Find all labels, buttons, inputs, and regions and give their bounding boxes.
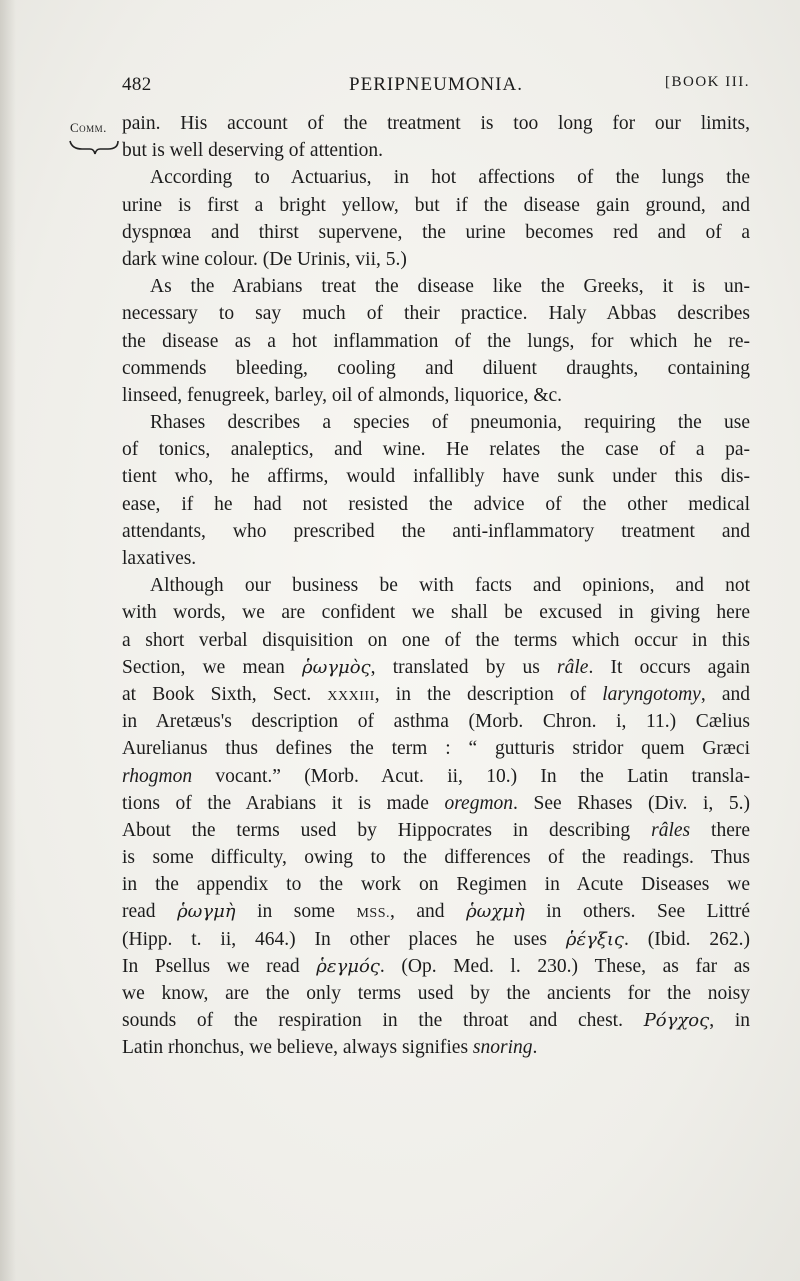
text-segment: , in <box>709 1010 750 1032</box>
text-line <box>122 246 750 273</box>
italic-term: snoring <box>472 1037 533 1059</box>
text-segment: attendants, who prescribed the anti-inflammatory treatment and <box>122 520 750 542</box>
text-segment: ease, if he had not resisted the advice of the other medical <box>122 493 750 515</box>
text-segment: . (Ibid. 262.) <box>623 928 750 950</box>
text-segment: a short verbal disquisition on one of the terms which occur in this <box>122 629 750 651</box>
text-segment: in Aretæus's description of asthma (Morb. Chron. i, 11.) Cælius <box>122 711 750 733</box>
text-segment: About the terms used by Hippocrates in describing <box>122 819 652 841</box>
greek-term: ῥωχμὴ <box>466 901 525 923</box>
text-line <box>122 409 750 436</box>
text-segment: the disease as a hot inflammation of the lungs, for which he re- <box>122 330 750 352</box>
text-segment: Rhases describes a species of pneumonia, requiring the use <box>150 412 750 434</box>
text-line <box>122 844 750 871</box>
text-segment: Aurelianus thus defines the term : “ gutturis stridor quem Græci <box>122 738 750 760</box>
text-segment: in some <box>235 901 357 923</box>
text-segment: with words, we are confident we shall be excused in giving here <box>122 602 750 624</box>
text-line <box>122 137 750 164</box>
text-line <box>122 219 750 246</box>
greek-term: Ρόγχος <box>643 1010 710 1032</box>
text-line <box>122 980 750 1007</box>
text-line <box>122 192 750 219</box>
text-line <box>122 436 750 463</box>
marginal-note: Comm. <box>70 120 107 135</box>
small-caps-text: XXXIII <box>327 688 375 704</box>
text-segment: Latin rhonchus, we believe, always signifies <box>122 1037 473 1059</box>
text-segment: dark wine colour. (De Urinis, vii, 5.) <box>122 248 407 270</box>
greek-term: ῥεγμός <box>316 955 380 977</box>
text-line <box>122 518 750 545</box>
greek-term: ῥέγξις <box>565 928 624 950</box>
text-line <box>122 545 750 572</box>
greek-term: ῥωγμὴ <box>177 901 236 923</box>
text-segment: , and <box>700 683 750 705</box>
italic-term: laryngotomy <box>602 683 701 705</box>
text-line <box>122 627 750 654</box>
text-segment: . (Op. Med. l. 230.) These, as far as <box>379 955 750 977</box>
text-segment: urine is first a bright yellow, but if the disease gain ground, and <box>122 194 750 216</box>
text-line <box>122 328 750 355</box>
text-segment: in the appendix to the work on Regimen in Acute Diseases we <box>122 874 750 896</box>
text-segment: linseed, fenugreek, barley, oil of almonds, liquorice, &c. <box>122 384 563 406</box>
small-caps-text: MSS. <box>356 906 390 922</box>
text-segment: commends bleeding, cooling and diluent draughts, containing <box>122 357 750 379</box>
text-line <box>122 790 750 817</box>
text-line <box>122 735 750 762</box>
text-line <box>122 1007 750 1034</box>
text-segment: Although our business be with facts and opinions, and not <box>150 575 750 597</box>
text-segment: As the Arabians treat the disease like the Greeks, it is un- <box>150 276 750 298</box>
text-segment: In Psellus we read <box>122 955 317 977</box>
text-segment: dyspnœa and thirst supervene, the urine becomes red and of a <box>122 221 750 243</box>
text-segment: . It occurs again <box>588 656 750 678</box>
text-line <box>122 300 750 327</box>
greek-term: ῥωγμὸς <box>301 656 371 678</box>
running-header <box>122 74 750 102</box>
text-segment: , and <box>390 901 467 923</box>
text-line <box>122 491 750 518</box>
italic-term: râles <box>651 819 691 841</box>
text-segment: of tonics, analeptics, and wine. He relates the case of a pa- <box>122 439 750 461</box>
text-segment: at Book Sixth, Sect. <box>122 683 328 705</box>
text-segment: in others. See Littré <box>524 901 750 923</box>
text-segment: According to Actuarius, in hot affections of the lungs the <box>150 167 750 189</box>
text-segment: Section, we mean <box>122 656 302 678</box>
text-segment: . <box>532 1037 538 1059</box>
text-line <box>122 572 750 599</box>
text-segment: tient who, he affirms, would infallibly have sunk under this dis- <box>122 466 750 488</box>
curly-brace <box>68 139 120 155</box>
text-line <box>122 382 750 409</box>
running-title: PERIPNEUMONIA. <box>349 74 523 95</box>
text-line <box>122 164 750 191</box>
text-segment: , in the description of <box>374 683 603 705</box>
text-line <box>122 871 750 898</box>
book-reference: [BOOK III. <box>665 74 750 90</box>
text-line <box>122 817 750 844</box>
text-line <box>122 355 750 382</box>
text-segment: tions of the Arabians it is made <box>122 792 445 814</box>
text-segment: there <box>690 819 750 841</box>
page-gutter <box>0 0 16 1281</box>
text-segment: is some difficulty, owing to the differences of the readings. Thus <box>122 847 750 869</box>
text-line <box>122 654 750 681</box>
text-segment: sounds of the respiration in the throat and chest. <box>122 1010 644 1032</box>
text-line <box>122 681 750 708</box>
text-segment: read <box>122 901 178 923</box>
text-segment: pain. His account of the treatment is too long for our limits, <box>122 113 750 134</box>
text-segment: but is well deserving of attention. <box>122 140 384 162</box>
text-segment: we know, are the only terms used by the ancients for the noisy <box>122 983 750 1004</box>
text-segment: , translated by us <box>370 656 558 678</box>
text-line <box>122 463 750 490</box>
page-number: 482 <box>122 74 152 95</box>
text-line <box>122 708 750 735</box>
text-line <box>122 110 750 137</box>
text-line <box>122 273 750 300</box>
body-text <box>122 110 750 1062</box>
text-line <box>122 763 750 790</box>
text-segment: laxatives. <box>122 548 197 569</box>
italic-term: oregmon <box>444 792 514 814</box>
text-line <box>122 898 750 925</box>
text-segment: vocant.” (Morb. Acut. ii, 10.) In the Latin transla- <box>192 765 750 787</box>
text-line <box>122 953 750 980</box>
italic-term: râle <box>557 656 589 678</box>
italic-term: rhogmon <box>122 765 193 787</box>
text-line <box>122 599 750 626</box>
text-line <box>122 1034 750 1061</box>
text-line <box>122 926 750 953</box>
text-segment: . See Rhases (Div. i, 5.) <box>513 792 750 814</box>
text-segment: (Hipp. t. ii, 464.) In other places he uses <box>122 928 566 950</box>
text-segment: necessary to say much of their practice. Haly Abbas describes <box>122 303 750 325</box>
